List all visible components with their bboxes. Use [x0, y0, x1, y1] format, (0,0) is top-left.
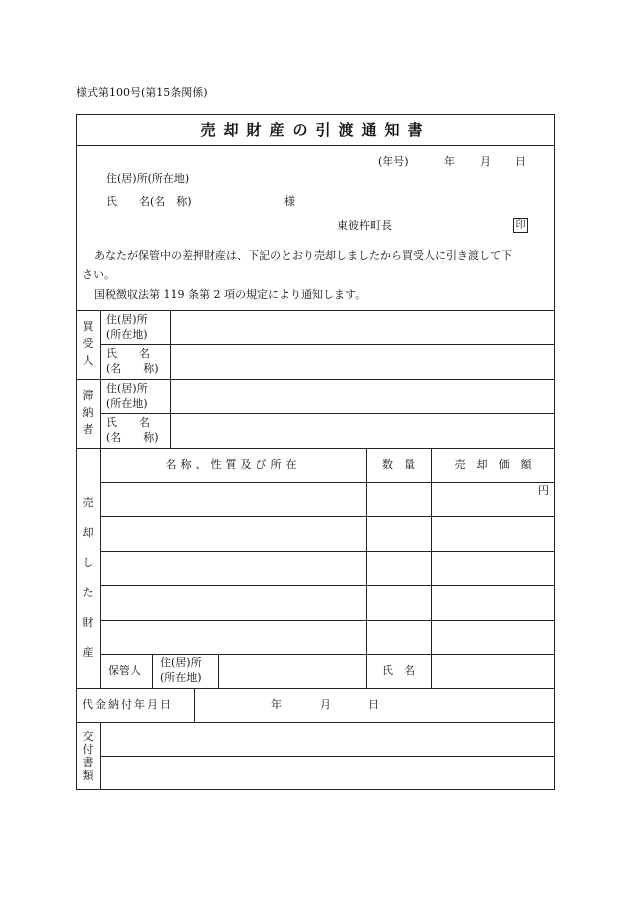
form-number: 様式第100号(第15条関係): [76, 86, 208, 99]
documents-field[interactable]: [101, 723, 554, 755]
keeper-label: 保管人: [108, 664, 141, 677]
property-qty-cell[interactable]: [367, 483, 430, 515]
divider: [76, 688, 555, 689]
delinquent-label: 滞納者: [82, 389, 94, 436]
header-year: 年: [444, 155, 455, 168]
body-text-line-2: さい。: [82, 268, 115, 281]
col-header-price: 売 却 価 額: [454, 458, 532, 471]
recipient-address-label: 住(居)所(所在地): [106, 172, 190, 185]
keeper-address-label-sub: (所在地): [160, 671, 202, 684]
delinquent-name-label-sub: (名 称): [106, 431, 159, 444]
delinquent-address-label-sub: (所在地): [106, 397, 148, 410]
col-header-quantity: 数 量: [382, 458, 415, 471]
buyer-name-label-sub: (名 称): [106, 362, 159, 375]
property-name-cell[interactable]: [101, 586, 365, 619]
payment-day: 日: [368, 698, 379, 711]
yen-unit: 円: [538, 484, 549, 497]
property-name-cell[interactable]: [101, 621, 365, 653]
documents-field[interactable]: [101, 757, 554, 789]
payment-date-label: 代金納付年月日: [82, 698, 173, 711]
keeper-name-field[interactable]: [432, 655, 554, 687]
buyer-label: 買受人: [82, 320, 94, 367]
honorific-sama: 様: [284, 195, 295, 208]
era-label: (年号): [378, 155, 409, 168]
buyer-address-field[interactable]: [171, 311, 554, 343]
delinquent-address-field[interactable]: [171, 380, 554, 412]
body-text-line-3: 国税徴収法第 119 条第 2 項の規定により通知します。: [94, 288, 367, 301]
sold-property-label: 売却した財産: [82, 496, 94, 659]
property-name-cell[interactable]: [101, 483, 365, 515]
buyer-address-label: 住(居)所: [106, 313, 148, 326]
col-header-name: 名称、性質及び所在: [165, 458, 301, 471]
body-text-line-1: あなたが保管中の差押財産は、下記のとおり売却しましたから買受人に引き渡して下: [94, 249, 512, 262]
delinquent-name-field[interactable]: [171, 414, 554, 447]
divider: [76, 145, 555, 146]
payment-year: 年: [271, 698, 282, 711]
document-title: 売却財産の引渡通知書: [200, 121, 431, 139]
property-price-cell[interactable]: [432, 483, 554, 515]
keeper-address-label: 住(居)所: [160, 656, 202, 669]
buyer-name-label: 氏 名: [106, 347, 150, 360]
delinquent-name-label: 氏 名: [106, 416, 150, 429]
buyer-address-label-sub: (所在地): [106, 328, 148, 341]
divider: [152, 654, 153, 688]
payment-month: 月: [320, 698, 331, 711]
buyer-name-field[interactable]: [171, 345, 554, 378]
divider: [76, 448, 555, 449]
keeper-address-field[interactable]: [219, 655, 365, 687]
recipient-name-label: 氏 名(名 称): [106, 195, 192, 208]
keeper-name-label: 氏 名: [382, 664, 415, 677]
documents-label: 交付書類: [82, 730, 94, 782]
delinquent-address-label: 住(居)所: [106, 382, 148, 395]
property-name-cell[interactable]: [101, 552, 365, 584]
header-day: 日: [515, 155, 526, 168]
header-month: 月: [480, 155, 491, 168]
divider: [194, 688, 195, 722]
seal-mark: 印: [513, 218, 528, 233]
property-name-cell[interactable]: [101, 517, 365, 550]
issuer-name: 東彼杵町長: [337, 219, 392, 232]
